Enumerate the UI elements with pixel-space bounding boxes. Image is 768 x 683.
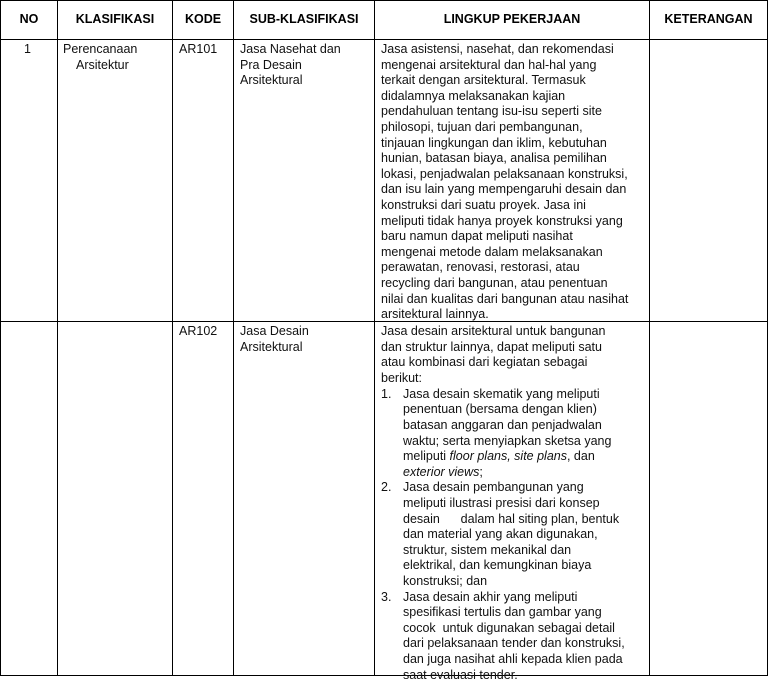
row2-sub-klasifikasi-line: Arsitektural [240,339,303,354]
row1-kode: AR101 [179,42,218,56]
item3-line: dari pelaksanaan tender dan konstruksi, [403,636,625,651]
item2-line: konstruksi; dan [403,574,488,588]
row1-lingkup-line: pendahuluan tentang isu-isu seperti site [381,104,602,119]
row1-lingkup-line: philosopi, tujuan dari pembangunan, [381,120,583,134]
item1-line5-post: , dan [566,449,595,464]
item3-number: 3. [381,589,392,604]
row2-intro-line: Jasa desain arsitektural untuk bangunan [381,324,606,338]
header-lingkup-pekerjaan: LINGKUP PEKERJAAN [443,12,581,26]
row1-no: 1 [24,42,31,56]
header-kode: KODE [184,12,222,26]
item2-line: dan material yang akan digunakan, [403,527,598,542]
row1-lingkup-line: tinjauan lingkungan dan iklim, kebutuhan [381,135,607,150]
item2-line: Jasa desain pembangunan yang [403,480,584,495]
row2-intro-line: berikut: [381,370,422,385]
row1-lingkup-line: nilai dan kualitas dari bangunan atau nasihat [381,291,629,306]
header-sub-klasifikasi: SUB-KLASIFIKASI [249,12,359,26]
item1-line: Jasa desain skematik yang meliputi [403,386,600,401]
row1-lingkup-line: dan isu lain yang mempengaruhi desain dan [381,182,627,197]
item1-line5-pre: meliputi [403,449,450,464]
item2-line: elektrikal, dan kemungkinan biaya [403,558,592,573]
row1-lingkup-line: hunian, batasan biaya, analisa pemilihan [381,151,607,166]
item1-line: penentuan (bersama dengan klien) [403,402,597,417]
item3-line: spesifikasi tertulis dan gambar yang [403,605,602,620]
row2-sub-klasifikasi-line: Jasa Desain [240,324,309,338]
item2-line: meliputi ilustrasi presisi dari konsep [403,496,600,510]
row1-lingkup-line: baru namun dapat meliputi nasihat [381,229,573,244]
row1-lingkup-line: perawatan, renovasi, restorasi, atau [381,260,580,275]
row1-sub-klasifikasi-line: Jasa Nasehat dan [240,42,341,56]
header-no: NO [19,12,39,26]
column-line-2 [172,0,173,676]
column-line-4 [374,0,375,676]
row1-lingkup-line: lokasi, penjadwalan pelaksanaan konstruksi, [381,166,628,181]
item1-line6-post: ; [479,464,483,479]
item1-line5-italic: floor plans, site plans [449,449,567,464]
row1-lingkup-line: Jasa asistensi, nasehat, dan rekomendasi [381,42,614,56]
row1-lingkup-line: didalamnya melaksanakan kajian [381,88,566,103]
header-klasifikasi: KLASIFIKASI [75,12,155,26]
column-line-5 [649,0,650,676]
item1-line: batasan anggaran dan penjadwalan [403,418,602,432]
row2-intro-line: atau kombinasi dari kegiatan sebagai [381,355,588,370]
item1-line-5 [403,449,595,465]
row1-lingkup-line: arsitektural lainnya. [381,307,489,322]
column-line-0 [0,0,1,676]
item3-line: dan juga nasihat ahli kepada klien pada [403,652,623,666]
item1-line6-italic: exterior views [403,464,480,479]
item1-line: waktu; serta menyiapkan sketsa yang [403,433,612,448]
row2-intro-line: dan struktur lainnya, dapat meliputi satu [381,339,602,354]
row1-lingkup-line: meliputi tidak hanya proyek konstruksi yang [381,213,623,228]
item2-line: struktur, sistem mekanikal dan [403,542,572,557]
item1-number: 1. [381,386,392,401]
row1-sub-klasifikasi-line: Arsitektural [240,73,303,88]
item2-number: 2. [381,480,392,495]
column-line-1 [57,0,58,676]
item3-line: cocok untuk digunakan sebagai detail [403,620,615,635]
row1-lingkup-line: mengenai arsitektural dan hal-hal yang [381,57,597,72]
item2-line: desain dalam hal siting plan, bentuk [403,511,620,526]
item1-line-6 [403,465,483,481]
item3-line: saat evaluasi tender. [403,667,518,682]
header-divider [0,39,768,40]
table-border-top [0,0,768,1]
row1-sub-klasifikasi-line: Pra Desain [240,57,302,72]
row1-lingkup-line: recycling dari bangunan, atau penentuan [381,276,608,290]
row1-klasifikasi-line: Perencanaan [63,42,138,56]
column-line-3 [233,0,234,676]
row1-lingkup-line: konstruksi dari suatu proyek. Jasa ini [381,198,586,212]
item3-line: Jasa desain akhir yang meliputi [403,589,578,604]
row1-klasifikasi-line: Arsitektur [76,57,129,72]
row1-lingkup-line: mengenai metode dalam melaksanakan [381,244,603,259]
row1-lingkup-line: terkait dengan arsitektural. Termasuk [381,73,586,88]
header-keterangan: KETERANGAN [664,12,753,26]
row2-kode: AR102 [179,324,218,338]
